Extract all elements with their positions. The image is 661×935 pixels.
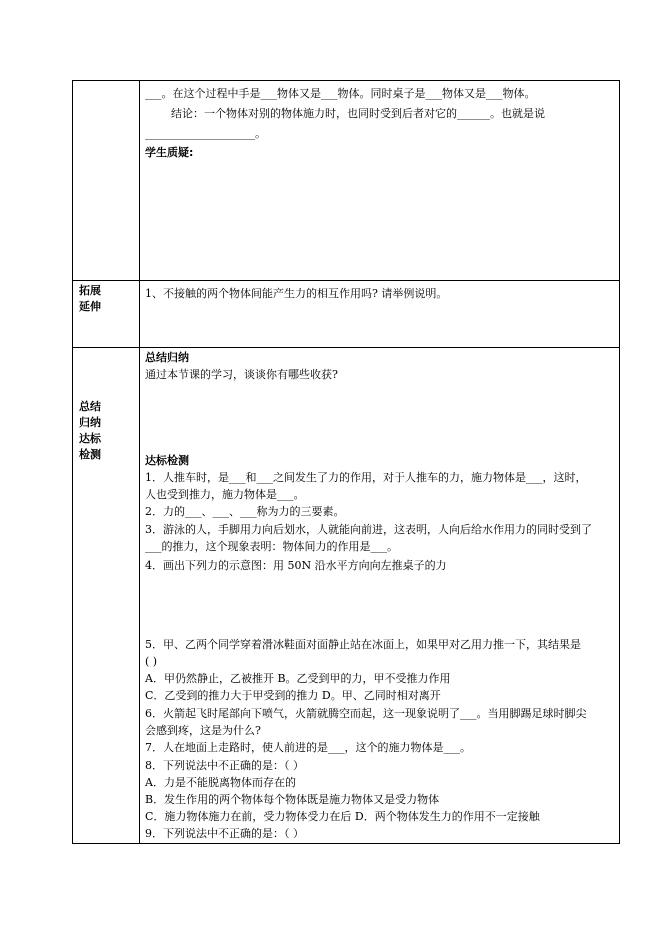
- extension-label-2: 延伸: [79, 300, 101, 313]
- lesson-table: [72, 80, 620, 844]
- section1-line-2: 结论：一个物体对别的物体施力时，也同时受到后者对它的______。也就是说: [171, 107, 545, 120]
- test-line-17: C．施力物体施力在前，受力物体受力在后 D．两个物体发生力的作用不一定接触: [145, 810, 540, 823]
- test-line-2: 人也受到推力，施力物体是___。: [145, 488, 305, 501]
- summary-label-2: 归纳: [79, 416, 101, 429]
- test-line-14: 8．下列说法中不正确的是：（ ）: [145, 759, 304, 772]
- test-line-1: 1．人推车时，是___和___之间发生了力的作用，对于人推车的力，施力物体是___，这时，: [145, 471, 587, 484]
- extension-label-1: 拓展: [79, 284, 101, 297]
- test-line-12: 会感到疼，这是为什么?: [145, 724, 261, 737]
- test-line-16: B．发生作用的两个物体每个物体既是施力物体又是受力物体: [145, 793, 440, 806]
- summary-prompt: 通过本节课的学习，谈谈你有哪些收获?: [145, 368, 338, 381]
- test-line-7: 5．甲、乙两个同学穿着滑冰鞋面对面静止站在冰面上，如果甲对乙用力推一下，其结果是: [145, 638, 581, 651]
- test-line-15: A．力是不能脱离物体而存在的: [145, 776, 296, 789]
- summary-label-1: 总结: [79, 400, 101, 413]
- test-line-6: 4．画出下列力的示意图：用 50N 沿水平方向向左推桌子的力: [145, 559, 447, 572]
- summary-label-4: 检测: [79, 448, 101, 461]
- section1-line-3: ____________________。: [145, 127, 266, 140]
- test-line-3: 2．力的___、___、___称为力的三要素。: [145, 505, 345, 518]
- test-line-13: 7．人在地面上走路时，使人前进的是___，这个的施力物体是___。: [145, 741, 471, 754]
- extension-question: 1、不接触的两个物体间能产生力的相互作用吗? 请举例说明。: [145, 287, 448, 300]
- row-divider-2: [73, 347, 619, 348]
- test-line-8: ( ): [145, 655, 158, 668]
- test-line-18: 9．下列说法中不正确的是：（ ）: [145, 827, 304, 840]
- test-line-11: 6．火箭起飞时尾部向下喷气，火箭就腾空而起，这一现象说明了___。当用脚踢足球时脚尖: [145, 707, 587, 720]
- student-question-label: 学生质疑:: [145, 146, 194, 159]
- section1-line-1: ___。在这个过程中手是___物体又是___物体。同时桌子是___物体又是___物体。: [145, 87, 536, 100]
- column-divider: [139, 81, 140, 843]
- test-line-5: ___的推力，这个现象表明：物体间力的作用是___。: [145, 540, 398, 553]
- test-line-9: A．甲仍然静止，乙被推开 B。乙受到甲的力，甲不受推力作用: [145, 672, 451, 685]
- test-line-10: C．乙受到的推力大于甲受到的推力 D。甲、乙同时相对离开: [145, 689, 441, 702]
- row-divider-1: [73, 280, 619, 281]
- test-line-4: 3．游泳的人，手脚用力向后划水，人就能向前进，这表明，人向后给水作用力的同时受到了: [145, 523, 592, 536]
- summary-label-3: 达标: [79, 432, 101, 445]
- test-title: 达标检测: [145, 454, 189, 467]
- summary-title: 总结归纳: [145, 351, 189, 364]
